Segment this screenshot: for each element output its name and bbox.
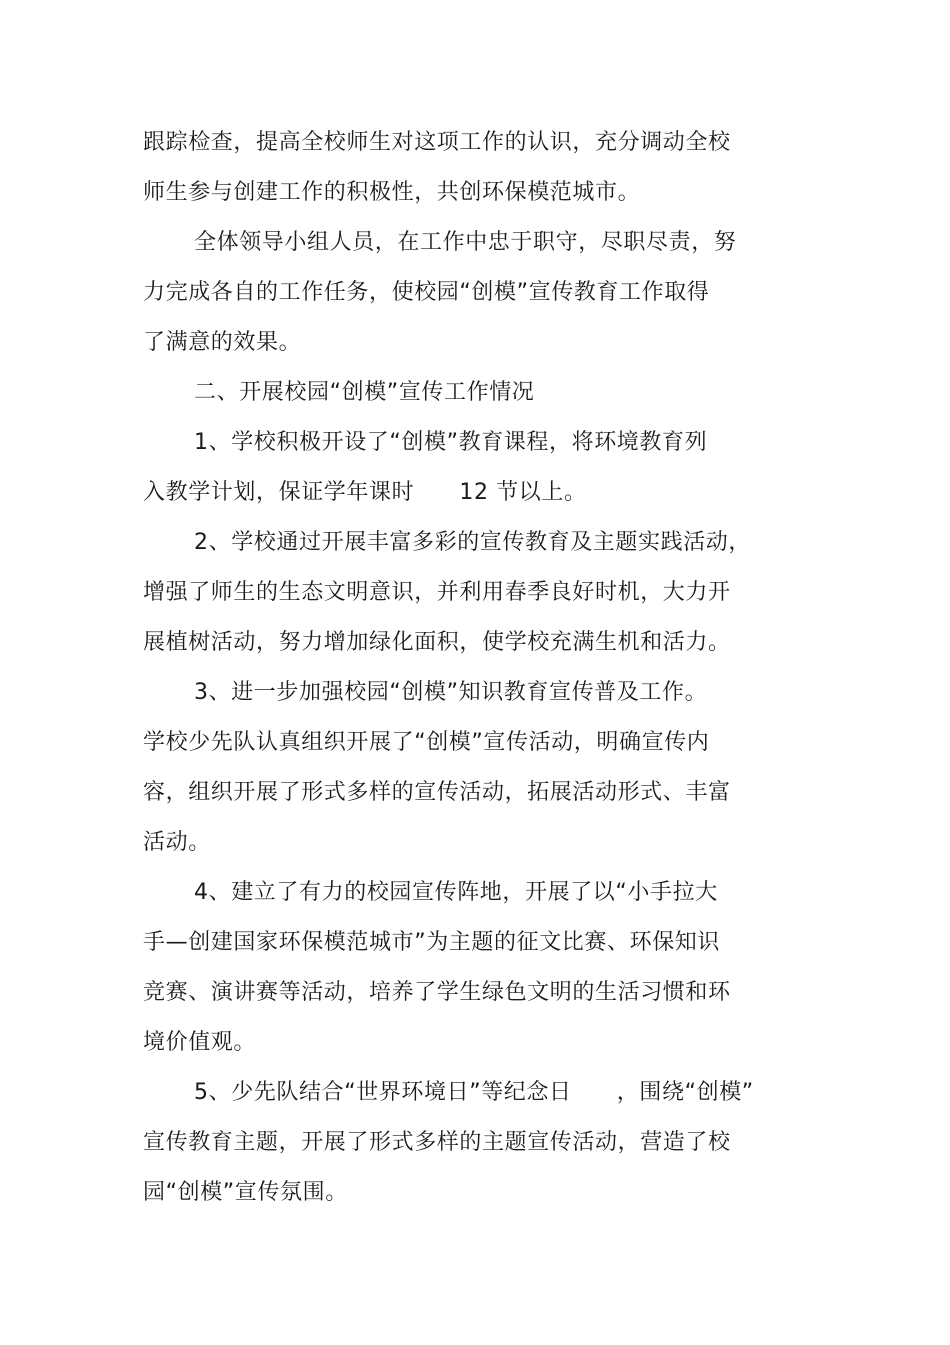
section-heading: 二、开展校园“创模”宣传工作情况 [194,380,535,405]
paragraph-line: 跟踪检查，提高全校师生对这项工作的认识，充分调动全校 [143,130,731,155]
paragraph-line: 了满意的效果。 [143,330,302,355]
paragraph-line: 2、学校通过开展丰富多彩的宣传教育及主题实践活动， [194,530,751,555]
paragraph-line: 师生参与创建工作的积极性，共创环保模范城市。 [143,180,641,205]
paragraph-line: 活动。 [143,830,211,855]
paragraph-line: 3、进一步加强校园“创模”知识教育宣传普及工作。 [194,680,708,705]
paragraph-line: 竞赛、演讲赛等活动，培养了学生绿色文明的生活习惯和环 [143,980,731,1005]
paragraph-line: 宣传教育主题，开展了形式多样的主题宣传活动，营造了校 [143,1130,731,1155]
paragraph-line: 增强了师生的生态文明意识，并利用春季良好时机，大力开 [143,580,731,605]
paragraph-line: 境价值观。 [143,1030,257,1055]
paragraph-line: 4、建立了有力的校园宣传阵地，开展了以“小手拉大 [194,880,718,905]
paragraph-line: 园“创模”宣传氛围。 [143,1180,348,1205]
paragraph-line: 手—创建国家环保模范城市”为主题的征文比赛、环保知识 [143,930,720,955]
paragraph-line: 1、学校积极开设了“创模”教育课程，将环境教育列 [194,430,708,455]
paragraph-line: 入教学计划，保证学年课时 12 节以上。 [143,480,587,505]
paragraph-line: 5、少先队结合“世界环境日”等纪念日 ，围绕“创模” [194,1080,754,1105]
paragraph-line: 全体领导小组人员，在工作中忠于职守，尽职尽责，努 [194,230,737,255]
paragraph-line: 展植树活动，努力增加绿化面积，使学校充满生机和活力。 [143,630,731,655]
paragraph-line: 力完成各自的工作任务，使校园“创模”宣传教育工作取得 [143,280,710,305]
paragraph-line: 容，组织开展了形式多样的宣传活动，拓展活动形式、丰富 [143,780,731,805]
paragraph-line: 学校少先队认真组织开展了“创模”宣传活动，明确宣传内 [143,730,710,755]
